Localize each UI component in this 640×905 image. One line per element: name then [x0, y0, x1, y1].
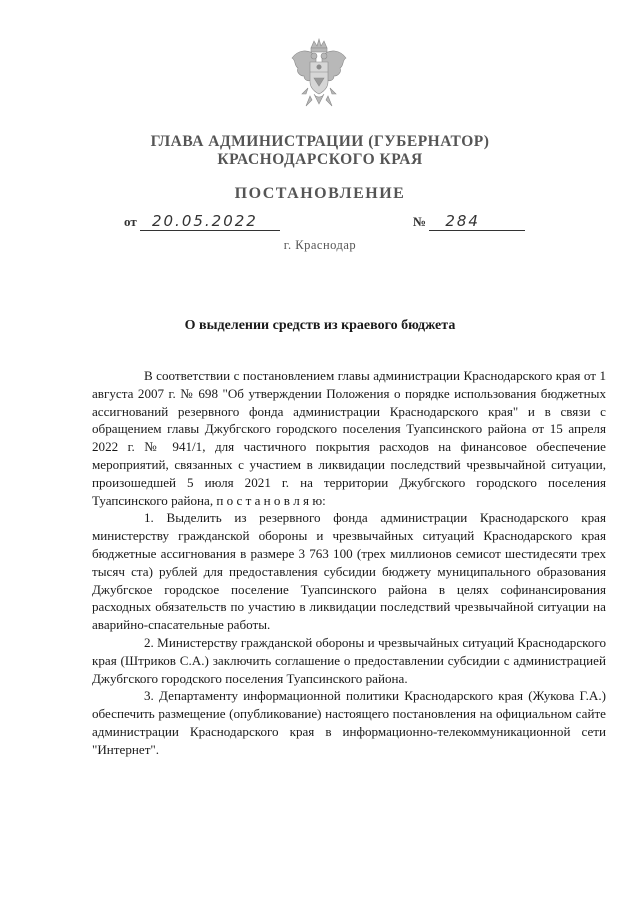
city: г. Краснодар — [283, 238, 357, 252]
coat-of-arms-icon — [290, 38, 348, 114]
authority-title-line-1: ГЛАВА АДМИНИСТРАЦИИ (ГУБЕРНАТОР) — [150, 133, 490, 150]
authority-title-line-2: КРАСНОДАРСКОГО КРАЯ — [217, 151, 423, 168]
number-value: 284 — [429, 213, 525, 231]
document-title: О выделении средств из краевого бюджета — [184, 318, 456, 333]
date-label: от — [124, 214, 137, 229]
number-label: № — [413, 214, 427, 229]
preamble-paragraph: В соответствии с постановлением главы администрации Краснодарского края от 1 августа 2007 г. № 698 "Об утверждении Положения о порядке использования бюджетных ассигнований резервного фонда администрации Краснодарского края" и в связи с обращением главы Джубгского городского поселения Туапсинского района от 15 апреля 2022 г. № 941/1, для частичного покрытия расходов на финансовое обеспечение мероприятий, связанных с участием в ликвидации последствий чрезвычайной ситуации, произошедшей 5 июля 2021 г. на территории Джубгского городского поселения Туапсинского района, п о с т а н о в л я ю: — [92, 368, 606, 508]
document-type: ПОСТАНОВЛЕНИЕ — [234, 185, 406, 202]
clause-1-paragraph: 1. Выделить из резервного фонда администрации Краснодарского края министерству гражданской обороны и чрезвычайных ситуаций Краснодарского края бюджетные ассигнования в размере 3 763 100 (трех миллионов семисот шестидесяти трех тысяч ста) рублей для предоставления субсидии бюджету муниципального образования Джубгское городское поселение Туапсинского района в целях софинансирования расходных обязательств по участию в ликвидации последствий чрезвычайной ситуации на аварийно-спасательные работы. — [92, 510, 606, 633]
document-body — [92, 367, 606, 759]
number-field — [413, 213, 525, 231]
clause-2-paragraph: 2. Министерству гражданской обороны и чрезвычайных ситуаций Краснодарского края (Штриков С.А.) заключить соглашение о предоставлении субсидии с администрацией Джубгского городского поселения Туапсинского района. — [92, 634, 606, 686]
clause-3-paragraph: 3. Департаменту информационной политики Краснодарского края (Жукова Г.А.) обеспечить размещение (опубликование) настоящего постановления на официальном сайте администрации Краснодарского края в информационно-телекоммуникационной сети "Интернет". — [92, 688, 606, 757]
date-value: 20.05.2022 — [140, 213, 280, 231]
date-field — [124, 213, 280, 231]
